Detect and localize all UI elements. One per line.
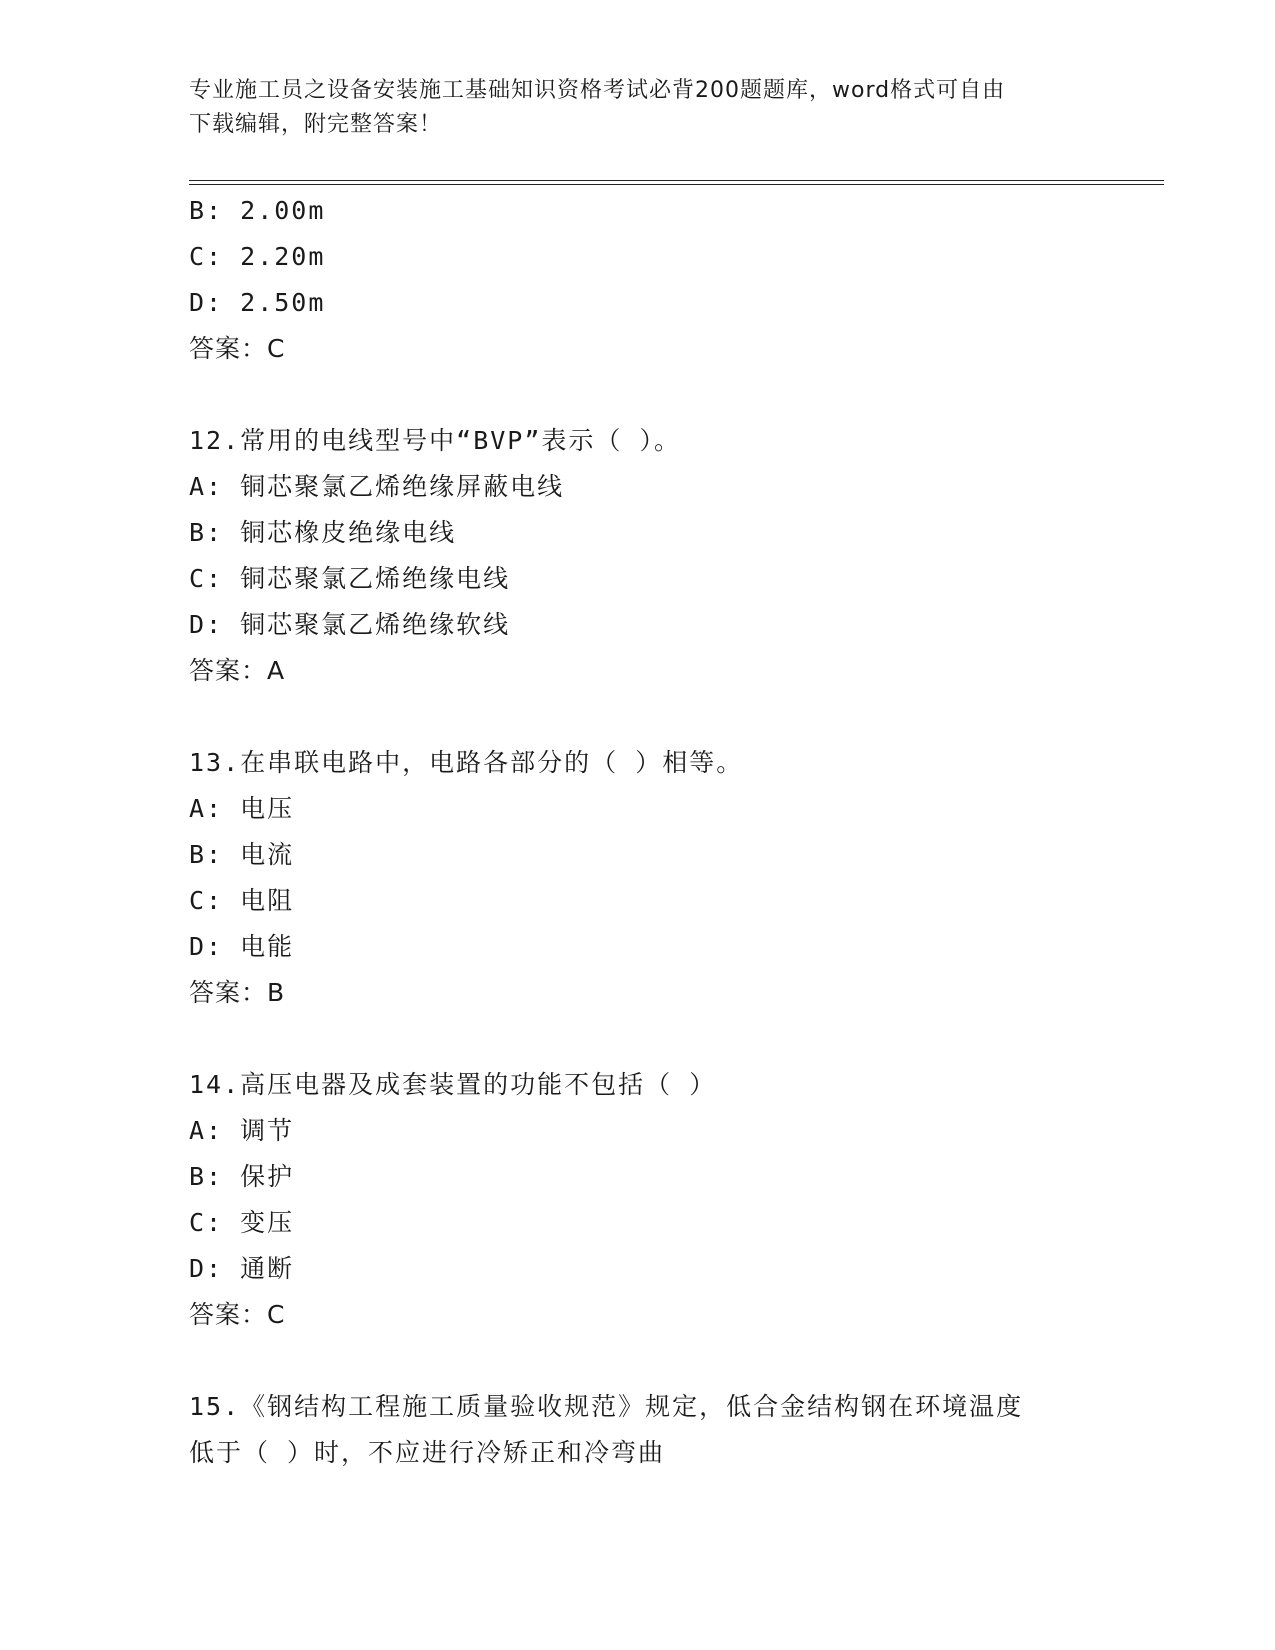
option-b: B: 电流	[189, 840, 295, 869]
header-line-2: 下载编辑，附完整答案！	[189, 112, 443, 137]
answer: 答案：A	[189, 656, 286, 685]
spacer	[189, 372, 1149, 418]
option-c: C: 2.20m	[189, 242, 326, 271]
answer: 答案：C	[189, 1300, 286, 1329]
question-text: 12.常用的电线型号中“BVP”表示（ ）。	[189, 426, 681, 455]
spacer	[189, 694, 1149, 740]
document-body	[189, 188, 1149, 1476]
question-11-tail	[189, 188, 1149, 372]
question-text-line-2: 低于（ ）时，不应进行冷矫正和冷弯曲	[189, 1438, 666, 1467]
option-a: A: 铜芯聚氯乙烯绝缘屏蔽电线	[189, 472, 565, 501]
option-d: D: 2.50m	[189, 288, 326, 317]
option-d: D: 通断	[189, 1254, 295, 1283]
spacer	[189, 1338, 1149, 1384]
answer: 答案：B	[189, 978, 286, 1007]
spacer	[189, 1016, 1149, 1062]
option-d: D: 电能	[189, 932, 295, 961]
header-line-1: 专业施工员之设备安装施工基础知识资格考试必背200题题库，word格式可自由	[189, 78, 1006, 103]
question-13	[189, 740, 1149, 1016]
header-divider-bottom	[189, 184, 1164, 185]
option-c: C: 变压	[189, 1208, 295, 1237]
question-12	[189, 418, 1149, 694]
header-divider-top	[189, 180, 1164, 181]
option-c: C: 铜芯聚氯乙烯绝缘电线	[189, 564, 511, 593]
option-d: D: 铜芯聚氯乙烯绝缘软线	[189, 610, 511, 639]
document-header	[189, 74, 1089, 142]
question-text: 13.在串联电路中，电路各部分的（ ）相等。	[189, 748, 744, 777]
option-a: A: 电压	[189, 794, 295, 823]
option-c: C: 电阻	[189, 886, 295, 915]
question-text-line-1: 15.《钢结构工程施工质量验收规范》规定，低合金结构钢在环境温度	[189, 1392, 1024, 1421]
answer: 答案：C	[189, 334, 286, 363]
option-a: A: 调节	[189, 1116, 295, 1145]
question-text: 14.高压电器及成套装置的功能不包括（ ）	[189, 1070, 717, 1099]
option-b: B: 铜芯橡皮绝缘电线	[189, 518, 457, 547]
question-14	[189, 1062, 1149, 1338]
option-b: B: 保护	[189, 1162, 295, 1191]
question-15	[189, 1384, 1149, 1476]
option-b: B: 2.00m	[189, 196, 326, 225]
